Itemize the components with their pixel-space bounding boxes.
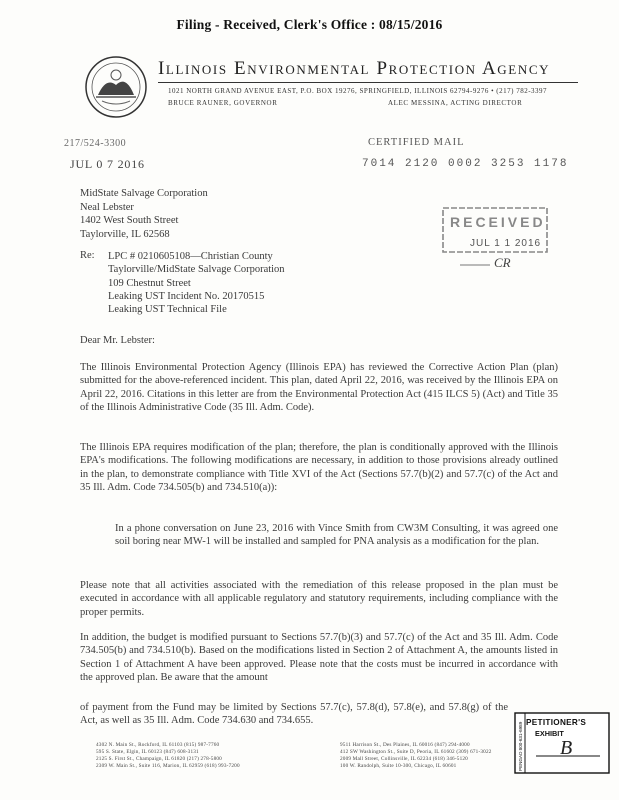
footer-line: 2009 Mall Street, Collinsville, IL 62234 (618) 346-5120 xyxy=(340,756,468,762)
filing-received-header: Filing - Received, Clerk's Office : 08/15/2016 xyxy=(176,17,443,32)
recipient-line: 1402 West South Street xyxy=(80,215,179,226)
salutation: Dear Mr. Lebster: xyxy=(80,335,155,346)
footer-line: 2309 W. Main St., Suite 116, Marion, IL 62959 (618) 993-7200 xyxy=(96,763,240,769)
paragraph-budget: In addition, the budget is modified pursuant to Sections 57.7(b)(3) and 57.7(c) of the Act and 35 Ill. Adm. Code 734.505(b) and 734.510(b). Based on the modifications listed in Section 2 of Attachment A, the amounts listed in Section 1 of Attachment A have been approved. Please note that the costs must be incurred in accordance with the approved plan. Be aware that the amount xyxy=(80,632,558,684)
agency-seal-logo xyxy=(84,55,148,119)
paragraph-modification: The Illinois EPA requires modification of the plan; therefore, the plan is conditionally approved with the Illinois EPA's modifications. The following modifications are necessary, in addition to those provisions already outlined in the plan, to demonstrate compliance with Title XVI of the Act (Sections 57.7(b)(2) and 57.7(c) of the Act and 35 Ill. Adm. Code 734.505(b) and 734.510(a)): xyxy=(80,442,558,494)
letterhead-rule xyxy=(158,82,578,83)
agency-name: Illinois Environmental Protection Agency xyxy=(158,58,551,79)
re-label: Re: xyxy=(80,250,95,261)
re-line: Leaking UST Incident No. 20170515 xyxy=(108,290,265,302)
footer-line: 2125 S. First St., Champaign, IL 61820 (217) 278-5800 xyxy=(96,756,222,762)
footer-line: 4302 N. Main St., Rockford, IL 61103 (815) 987-7760 xyxy=(96,742,220,748)
phone-number: 217/524-3300 xyxy=(64,138,127,149)
re-line: Taylorville/MidState Salvage Corporation xyxy=(108,264,285,276)
received-stamp-text: RECEIVED xyxy=(450,214,546,230)
footer-offices-right xyxy=(340,742,492,770)
re-line: 109 Chestnut Street xyxy=(108,277,191,289)
recipient-line: Neal Lebster xyxy=(80,201,134,213)
certified-mail-label: CERTIFIED MAIL xyxy=(368,137,465,148)
paragraph-phone-conversation: In a phone conversation on June 23, 2016 with Vince Smith from CW3M Consulting, it was agreed one soil boring near MW-1 will be installed and sampled for PNA analysis as a modification for the plan. xyxy=(115,523,558,548)
recipient-line: Taylorville, IL 62568 xyxy=(80,228,170,240)
tracking-number: 7014 2120 0002 3253 1178 xyxy=(362,158,569,170)
exhibit-title: PETITIONER'S xyxy=(526,718,587,727)
letter-date: JUL 0 7 2016 xyxy=(70,157,145,171)
received-stamp-initials: CR xyxy=(494,255,511,270)
re-line: LPC # 0210605108—Christian County xyxy=(108,251,273,262)
footer-line: 595 S. State, Elgin, IL 60123 (847) 608-3131 xyxy=(96,749,199,755)
recipient-address xyxy=(80,187,208,241)
received-stamp xyxy=(440,205,550,273)
paragraph-payment: of payment from the Fund may be limited by Sections 57.7(c), 57.8(d), 57.8(e), and 57.8(g) of the Act, as well as 35 Ill. Adm. Code 734.630 and 734.655. xyxy=(80,702,508,727)
agency-address: 1021 NORTH GRAND AVENUE EAST, P.O. BOX 19276, SPRINGFIELD, ILLINOIS 62794-9276 • (217) 782-3397 xyxy=(168,87,548,95)
exhibit-label: EXHIBIT xyxy=(535,729,564,738)
paragraph-review: The Illinois Environmental Protection Agency (Illinois EPA) has reviewed the Corrective Action Plan (plan) submitted for the above-referenced incident. This plan, dated April 22, 2016, was received by the Illinois EPA on April 22, 2016. Citations in this letter are from the Environmental Protection Act (415 ILCS 5) (Act) and Title 35 of the Illinois Administrative Code (35 Ill. Adm. Code). xyxy=(80,362,558,414)
exhibit-letter: B xyxy=(560,737,573,759)
footer-line: 412 SW Washington St., Suite D, Peoria, IL 61602 (309) 671-3022 xyxy=(340,749,492,755)
governor-name: BRUCE RAUNER, GOVERNOR xyxy=(168,99,278,107)
received-stamp-date: JUL 1 1 2016 xyxy=(470,238,542,249)
footer-line: 9511 Harrison St., Des Plaines, IL 60016 (847) 294-4000 xyxy=(340,742,470,748)
exhibit-vendor-label: PENGAD 800-631-6989 xyxy=(518,721,523,771)
recipient-line: MidState Salvage Corporation xyxy=(80,188,208,199)
paragraph-compliance: Please note that all activities associated with the remediation of this release proposed in the plan must be executed in accordance with all applicable regulatory and statutory requirements, including compliance with the proper permits. xyxy=(80,580,558,618)
re-line: Leaking UST Technical File xyxy=(108,304,227,316)
exhibit-vendor-text xyxy=(515,713,525,774)
footer-line: 100 W. Randolph, Suite 10-300, Chicago, IL 60601 xyxy=(340,763,457,769)
re-block xyxy=(108,250,285,316)
director-name: ALEC MESSINA, ACTING DIRECTOR xyxy=(388,99,523,107)
footer-offices-left xyxy=(96,742,240,770)
